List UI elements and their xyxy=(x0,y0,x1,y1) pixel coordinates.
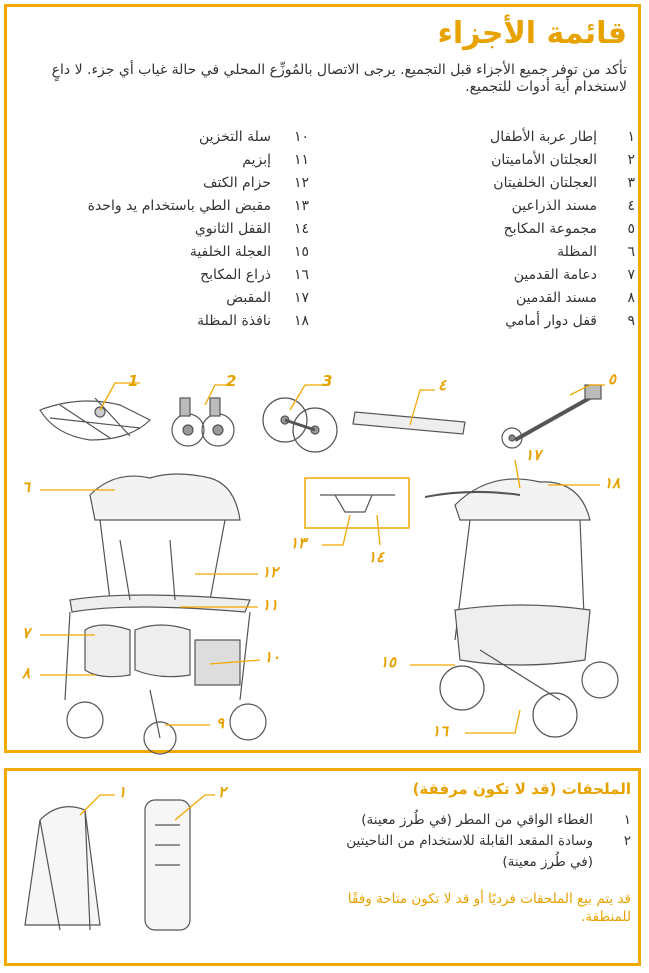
item-label: دعامة القدمين xyxy=(513,267,597,283)
folded-frame-illustration xyxy=(40,398,150,440)
callout-accessory-2: ٢ xyxy=(218,783,227,801)
item-number: ٨ xyxy=(627,290,635,306)
item-number: ٣ xyxy=(627,175,635,191)
item-label: العجلة الخلفية xyxy=(189,244,271,260)
callout-13: ١٣ xyxy=(290,534,307,552)
item-number: ٤ xyxy=(627,198,635,214)
item-number: ١٤ xyxy=(293,221,309,237)
callout-14: ١٤ xyxy=(368,548,385,566)
list-item xyxy=(301,831,631,852)
accessories-list xyxy=(301,810,631,873)
item-number: ٥ xyxy=(627,221,635,237)
item-label: ذراع المكابح xyxy=(200,267,271,283)
page-title: قائمة الأجزاء xyxy=(437,16,627,51)
callout-2: 2 xyxy=(226,372,237,390)
list-item xyxy=(301,852,631,873)
item-number: ١ xyxy=(623,812,631,828)
stroller-front-view xyxy=(65,474,266,754)
callout-10: ١٠ xyxy=(264,648,281,666)
callout-17: ١٧ xyxy=(525,446,542,464)
callout-3: 3 xyxy=(322,372,333,390)
item-number: ٩ xyxy=(627,313,635,329)
callout-1: 1 xyxy=(128,372,139,390)
item-label: نافذة المظلة xyxy=(197,313,271,329)
item-number: ١٥ xyxy=(293,244,309,260)
callout-4: ٤ xyxy=(438,376,447,394)
item-label: حزام الكتف xyxy=(203,175,271,191)
item-number: ٦ xyxy=(627,244,635,260)
item-number: ١٢ xyxy=(293,175,309,191)
stroller-rear-view xyxy=(425,479,618,737)
item-number: ٧ xyxy=(627,267,635,283)
item-label: العجلتان الخلفيتان xyxy=(493,175,597,191)
brake-assembly-illustration xyxy=(502,385,601,448)
item-number: ١٦ xyxy=(293,267,309,283)
callout-6: ٦ xyxy=(22,478,31,496)
item-label: المظلة xyxy=(557,244,597,260)
item-number xyxy=(599,852,631,873)
accessories-title: الملحقات (قد لا تكون مرفقة) xyxy=(412,780,631,798)
accessories-note: قد يتم بيع الملحقات فرديًا أو قد لا تكون متاحة وفقًا للمنطقة. xyxy=(347,891,631,925)
item-label: مقبض الطي باستخدام يد واحدة xyxy=(87,198,271,214)
callout-7: ٧ xyxy=(22,624,31,642)
callout-12: ١٢ xyxy=(262,563,279,581)
callout-9: ٩ xyxy=(216,714,225,732)
callout-5: ٥ xyxy=(608,370,617,388)
item-number: ١٧ xyxy=(293,290,309,306)
item-label: القفل الثانوي xyxy=(194,221,271,237)
callout-15: ١٥ xyxy=(380,653,397,671)
item-label: الغطاء الواقي من المطر (في طُرز معينة) xyxy=(361,812,593,828)
item-label: إطار عربة الأطفال xyxy=(490,129,597,145)
item-number: ١ xyxy=(627,129,635,145)
callout-accessory-1: ١ xyxy=(118,783,127,801)
item-label: مسند الذراعين xyxy=(511,198,597,214)
item-number: ٢ xyxy=(627,152,635,168)
callout-16: ١٦ xyxy=(432,722,449,740)
item-number: ٢ xyxy=(623,833,631,849)
item-label: قفل دوار أمامي xyxy=(505,313,597,329)
armrest-bar-illustration xyxy=(353,412,465,434)
item-label: سلة التخزين xyxy=(198,129,271,145)
item-label: (في طُرز معينة) xyxy=(502,854,593,870)
callout-18: ١٨ xyxy=(604,474,621,492)
item-label: المقبض xyxy=(226,290,271,306)
secondary-lock-detail xyxy=(305,478,409,528)
item-label: إبزيم xyxy=(242,152,271,168)
item-number: ١٠ xyxy=(293,129,309,145)
callout-11: ١١ xyxy=(262,596,279,614)
rear-wheels-illustration xyxy=(263,398,337,452)
item-label: مسند القدمين xyxy=(516,290,597,306)
front-wheels-illustration xyxy=(172,398,234,446)
rain-cover-illustration xyxy=(25,807,100,930)
seat-cushion-illustration xyxy=(145,800,190,930)
item-label: مجموعة المكابح xyxy=(503,221,597,237)
item-label: العجلتان الأماميتان xyxy=(491,152,597,168)
list-item xyxy=(301,810,631,831)
callout-8: ٨ xyxy=(22,664,31,682)
item-number: ١٣ xyxy=(293,198,309,214)
item-number: ١٨ xyxy=(293,313,309,329)
item-number: ١١ xyxy=(293,152,309,168)
intro-text: تأكد من توفر جميع الأجزاء قبل التجميع. يرجى الاتصال بالمُوزِّع المحلي في حالة غياب أي جزء. لا داعٍ لاستخدام أية أدوات للتجميع. xyxy=(51,62,627,95)
item-label: وسادة المقعد القابلة للاستخدام من الناحيتين xyxy=(346,833,593,849)
